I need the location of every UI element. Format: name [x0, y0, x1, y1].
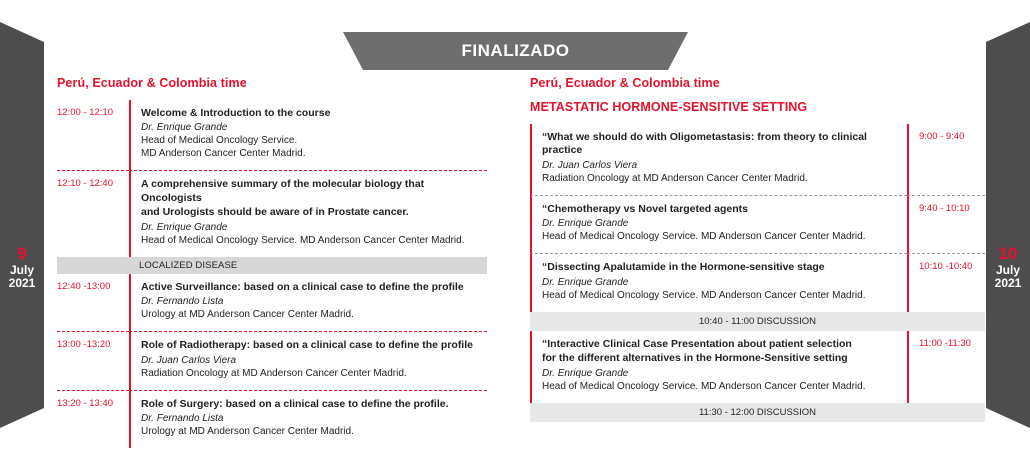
session-affiliation: Head of Medical Oncology Service. MD Anderson Cancer Center Madrid.	[542, 289, 866, 301]
session-row	[530, 124, 985, 195]
session-speaker: Dr. Fernando Lista	[141, 296, 224, 308]
session-title: “Chemotherapy vs Novel targeted agents	[542, 202, 748, 215]
day-tab-left-text	[0, 244, 44, 291]
session-title: “Dissecting Apalutamide in the Hormone-sensitive stage	[542, 261, 825, 274]
session-row	[530, 195, 985, 253]
session-row	[530, 331, 985, 403]
session-content	[530, 331, 907, 403]
session-affiliation: Urology at MD Anderson Cancer Center Madrid.	[141, 309, 354, 321]
session-time: 11:00 -11:30	[907, 331, 985, 403]
session-speaker: Dr. Fernando Lista	[141, 413, 224, 425]
session-title: A comprehensive summary of the molecular biology that Oncologists	[141, 178, 425, 204]
status-banner	[343, 32, 688, 70]
session-title: Welcome & Introduction to the course	[141, 107, 331, 119]
session-affiliation: Head of Medical Oncology Service. MD Anderson Cancer Center Madrid.	[542, 231, 866, 243]
discussion-block: 11:30 - 12:00 DISCUSSION	[530, 403, 985, 422]
agenda-column-day9	[57, 76, 487, 448]
session-affiliation-2: MD Anderson Cancer Center Madrid.	[141, 148, 306, 160]
section-heading-metastatic: METASTATIC HORMONE-SENSITIVE SETTING	[530, 100, 808, 114]
day-tab-left	[0, 22, 44, 428]
discussion-block: 10:40 - 11:00 DISCUSSION	[530, 312, 985, 331]
session-affiliation: Radiation Oncology at MD Anderson Cancer Center Madrid.	[542, 172, 808, 184]
session-time: 9:40 - 10:10	[907, 195, 985, 253]
session-speaker: Dr. Enrique Grande	[141, 122, 228, 134]
session-row	[57, 170, 487, 256]
session-speaker: Dr. Enrique Grande	[542, 276, 629, 288]
session-title-2: and Urologists should be aware of in Prostate cancer.	[141, 206, 409, 219]
session-title: “What we should do with Oligometastasis: from theory to clinical practice	[542, 131, 867, 157]
session-content	[530, 195, 907, 253]
session-time: 12:40 -13:00	[57, 280, 111, 292]
session-speaker: Dr. Juan Carlos Viera	[542, 159, 638, 171]
day-tab-left-number: 9	[17, 244, 27, 263]
session-content	[530, 124, 907, 195]
session-row	[57, 331, 487, 389]
session-content	[129, 274, 487, 331]
session-content	[129, 170, 487, 256]
day-tab-right-year: 2021	[994, 276, 1022, 291]
section-divider-localized-disease: LOCALIZED DISEASE	[57, 257, 487, 274]
session-list-day9	[57, 100, 487, 448]
session-speaker: Dr. Enrique Grande	[542, 218, 629, 230]
session-time: 13:00 -13:20	[57, 331, 129, 360]
session-affiliation: Radiation Oncology at MD Anderson Cancer Center Madrid.	[141, 367, 407, 379]
session-speaker: Dr. Enrique Grande	[542, 367, 629, 379]
session-affiliation: Head of Medical Oncology Service. MD Anderson Cancer Center Madrid.	[542, 380, 866, 392]
session-speaker: Dr. Enrique Grande	[141, 221, 228, 233]
status-banner-label: FINALIZADO	[461, 41, 570, 60]
session-title: “Interactive Clinical Case Presentation about patient selection	[542, 337, 852, 350]
day-tab-right-text	[986, 244, 1030, 291]
session-title: Role of Radiotherapy: based on a clinical case to define the profile	[141, 339, 473, 352]
day-tab-right-number: 10	[998, 244, 1018, 263]
session-speaker: Dr. Juan Carlos Viera	[141, 354, 237, 366]
session-row	[57, 100, 487, 170]
session-time: 13:20 - 13:40	[57, 390, 129, 419]
session-content	[129, 331, 487, 389]
session-affiliation: Head of Medical Oncology Service. MD Anderson Cancer Center Madrid.	[141, 234, 465, 246]
session-list-day10	[530, 124, 985, 422]
session-content	[129, 390, 487, 448]
session-title: Active Surveillance: based on a clinical case to define the profile	[141, 280, 464, 293]
day-tab-right	[986, 22, 1030, 428]
session-affiliation: Head of Medical Oncology Service.	[141, 135, 298, 147]
session-row	[57, 390, 487, 448]
timezone-heading-right: Perú, Ecuador & Colombia time	[530, 76, 720, 90]
session-time: 12:10 - 12:40	[57, 170, 129, 199]
session-title-2: for the different alternatives in the Hormone-Sensitive setting	[542, 352, 848, 365]
session-title: Role of Surgery: based on a clinical case to define the profile.	[141, 397, 449, 410]
session-content	[129, 100, 487, 170]
session-row	[530, 253, 985, 311]
day-tab-left-month: July	[9, 262, 34, 277]
session-time: 12:00 - 12:10	[57, 107, 113, 118]
session-row	[57, 274, 487, 331]
session-affiliation: Urology at MD Anderson Cancer Center Madrid.	[141, 426, 354, 438]
session-time: 9:00 - 9:40	[907, 124, 985, 195]
session-content	[530, 253, 907, 311]
day-tab-right-month: July	[995, 262, 1020, 277]
day-tab-left-year: 2021	[8, 276, 36, 291]
timezone-heading-left: Perú, Ecuador & Colombia time	[57, 76, 247, 90]
session-time: 10:10 -10:40	[907, 253, 985, 311]
agenda-column-day10	[530, 76, 985, 422]
